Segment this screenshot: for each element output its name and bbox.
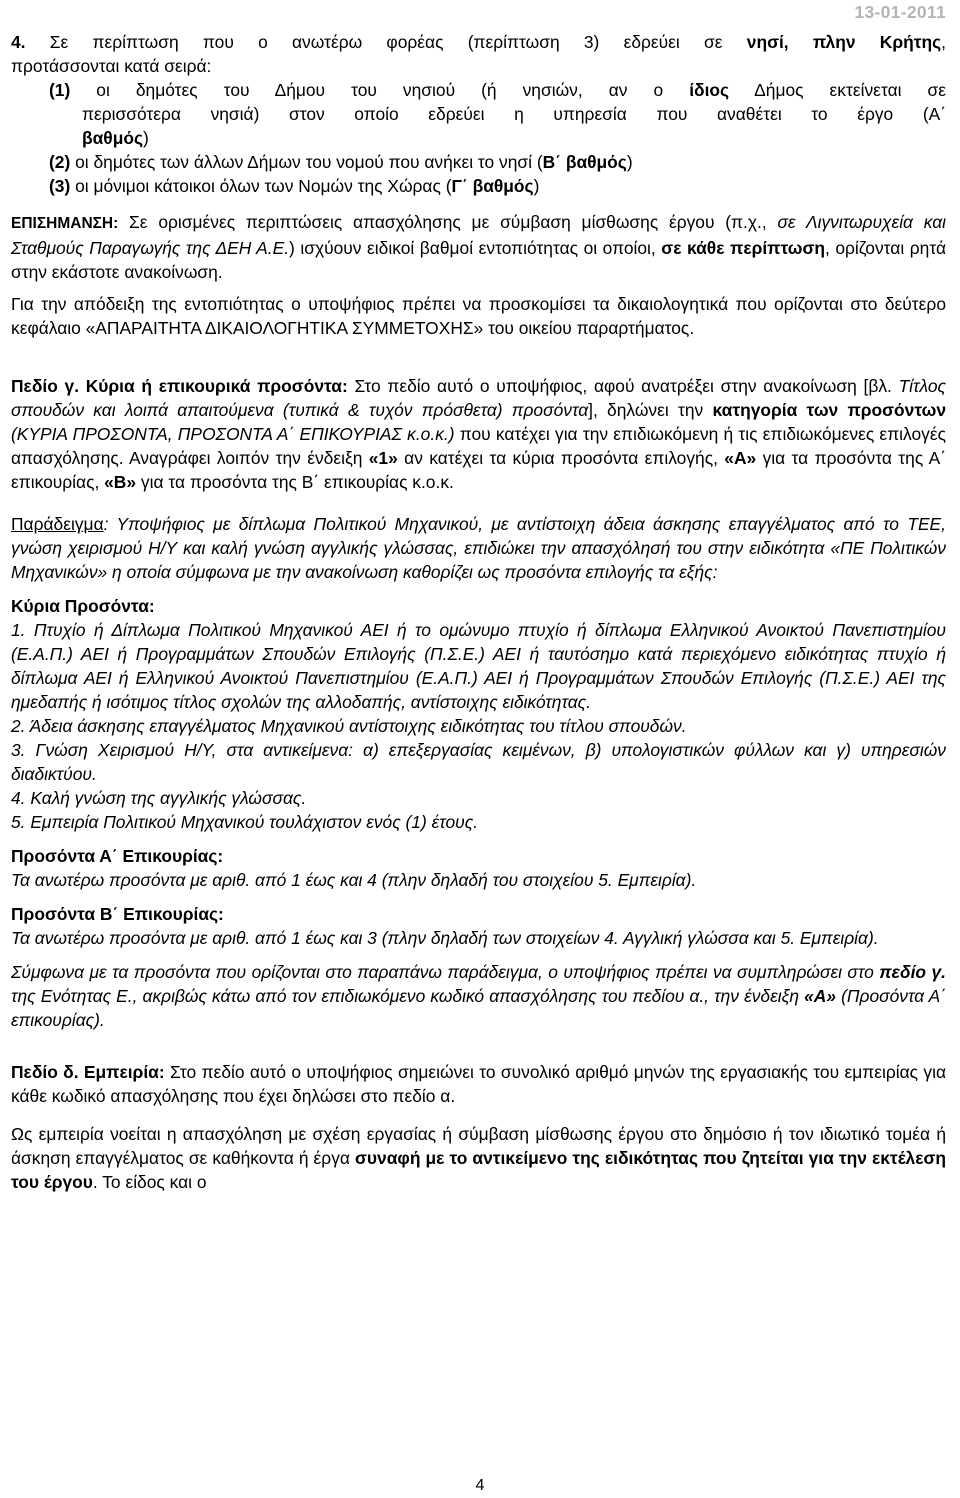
list-item-1-cont: περισσότερα νησιά) στον οποίο εδρεύει η υπηρεσία που αναθέτει το έργο (Α΄ — [82, 104, 946, 124]
list-item-3: (3) οι μόνιμοι κάτοικοι όλων των Νομών της Χώρας (Γ΄ βαθμός) — [49, 176, 540, 196]
aux-a-heading: Προσόντα Α΄ Επικουρίας: — [11, 846, 224, 866]
aux-b-heading: Προσόντα Β΄ Επικουρίας: — [11, 904, 224, 924]
aux-b-text: Τα ανωτέρω προσόντα με αριθ. από 1 έως και 3 (πλην δηλαδή των στοιχείων 4. Αγγλική γλώσσα και 5. Εμπειρία). — [11, 928, 879, 948]
section-4-paragraph: 4. Σε περίπτωση που ο ανωτέρω φορέας (περίπτωση 3) εδρεύει σε νησί, πλην Κρήτης, — [11, 32, 946, 52]
field-c-paragraph: Πεδίο γ. Κύρια ή επικουρικά προσόντα: Στο πεδίο αυτό ο υποψήφιος, αφού ανατρέξει στην ανακοίνωση [βλ. Τίτλος σπουδών και λοιπά απαιτούμενα (τυπικά & τυχόν πρόσθετα) προσόντα], δηλώνει την κατηγορία των προσόντων (ΚΥΡΙΑ ΠΡΟΣΟΝΤΑ, ΠΡΟΣΟΝΤΑ Α΄ ΕΠΙΚΟΥΡΙΑΣ κ.ο.κ.) που κατέχει για την επιδιωκόμενη ή τις επιδιωκόμενες επιλογές απασχόλησης. Αναγράφει λοιπόν την ένδειξη «1» αν κατέχει τα κύρια προσόντα επιλογής, «Α» για τα προσόντα της Α΄ επικουρίας, «Β» για τα προσόντα της Β΄ επικουρίας κ.ο.κ. — [11, 376, 946, 492]
qualification-item-5: 5. Εμπειρία Πολιτικού Μηχανικού τουλάχιστον ενός (1) έτους. — [11, 812, 478, 832]
qualification-item-3: 3. Γνώση Χειρισμού Η/Υ, στα αντικείμενα: α) επεξεργασίας κειμένων, β) υπολογιστικών φύλλων και γ) υπηρεσιών διαδικτύου. — [11, 740, 946, 784]
list-item-1: (1) οι δημότες του Δήμου του νησιού (ή νησιών, αν ο ίδιος Δήμος εκτείνεται σε — [49, 80, 946, 100]
example-conclusion: Σύμφωνα με τα προσόντα που ορίζονται στο παραπάνω παράδειγμα, ο υποψήφιος πρέπει να συμπληρώσει στο πεδίο γ. της Ενότητας Ε., ακριβώς κάτω από τον επιδιωκόμενο κωδικό απασχόλησης του πεδίου α., την ένδειξη «Α» (Προσόντα Α΄ επικουρίας). — [11, 962, 947, 1030]
aux-a-text: Τα ανωτέρω προσόντα με αριθ. από 1 έως και 4 (πλην δηλαδή του στοιχείου 5. Εμπειρία). — [11, 870, 697, 890]
qualification-item-2: 2. Άδεια άσκησης επαγγέλματος Μηχανικού αντίστοιχης ειδικότητας του τίτλου σπουδών. — [11, 716, 687, 736]
example-paragraph: Παράδειγμα: Υποψήφιος με δίπλωμα Πολιτικού Μηχανικού, με αντίστοιχη άδεια άσκησης επαγγέλματος από το ΤΕΕ, γνώση χειρισμού Η/Υ και καλή γνώση αγγλικής γλώσσας, επιδιώκει την απασχόλησή του στην ειδικότητα «ΠΕ Πολιτικών Μηχανικών» η οποία σύμφωνα με την ανακοίνωση καθορίζει ως προσόντα επιλογής τα εξής: — [11, 514, 946, 582]
proof-paragraph: Για την απόδειξη της εντοπιότητας ο υποψήφιος πρέπει να προσκομίσει τα δικαιολογητικά που ορίζονται στο δεύτερο κεφάλαιο «ΑΠΑΡΑΙΤΗΤΑ ΔΙΚΑΙΟΛΟΓΗΤΙΚΑ ΣΥΜΜΕΤΟΧΗΣ» του οικείου παραρτήματος. — [11, 294, 946, 338]
list-item-1-cont2: βαθμός) — [82, 128, 149, 148]
section-number: 4. — [11, 32, 26, 52]
field-d-paragraph: Πεδίο δ. Εμπειρία: Στο πεδίο αυτό ο υποψήφιος σημειώνει το συνολικό αριθμό μηνών της εργασιακής του εμπειρίας για κάθε κωδικό απασχόλησης που έχει δηλώσει στο πεδίο α. — [11, 1062, 946, 1106]
section-4-line2: προτάσσονται κατά σειρά: — [11, 56, 212, 76]
document-body — [11, 30, 946, 1194]
note-paragraph: ΕΠΙΣΗΜΑΝΣΗ: Σε ορισμένες περιπτώσεις απασχόλησης με σύμβαση μίσθωσης έργου (π.χ., σε Λιγνιτωρυχεία και Σταθμούς Παραγωγής της ΔΕΗ Α.Ε.) ισχύουν ειδικοί βαθμοί εντοπιότητας οι οποίοι, σε κάθε περίπτωση, ορίζονται ρητά στην εκάστοτε ανακοίνωση. — [11, 212, 946, 282]
experience-definition: Ως εμπειρία νοείται η απασχόληση με σχέση εργασίας ή σύμβαση μίσθωσης έργου στο δημόσιο ή τον ιδιωτικό τομέα ή άσκηση επαγγέλματος σε καθήκοντα ή έργα συναφή με το αντικείμενο της ειδικότητας που ζητείται για την εκτέλεση του έργου. Το είδος και ο — [11, 1124, 946, 1192]
list-item-2: (2) οι δημότες των άλλων Δήμων του νομού που ανήκει το νησί (Β΄ βαθμός) — [49, 152, 633, 172]
main-qualifications-heading: Κύρια Προσόντα: — [11, 596, 155, 616]
page-number: 4 — [475, 1477, 485, 1494]
qualification-item-1: 1. Πτυχίο ή Δίπλωμα Πολιτικού Μηχανικού ΑΕΙ ή το ομώνυμο πτυχίο ή δίπλωμα Ελληνικού Ανοικτού Πανεπιστημίου (Ε.Α.Π.) ΑΕΙ ή Προγραμμάτων Σπουδών Επιλογής (Π.Σ.Ε.) ΑΕΙ ή ταυτόσημο κατά περιεχόμενο ειδικότητας πτυχίο ή δίπλωμα ΑΕΙ ή Ελληνικού Ανοικτού Πανεπιστημίου (Ε.Α.Π.) ΑΕΙ ή Προγραμμάτων Σπουδών Επιλογής (Π.Σ.Ε.) ΑΕΙ της ημεδαπής ή ισότιμος τίτλος σχολών της αλλοδαπής, αντίστοιχης ειδικότητας. — [11, 620, 946, 712]
page-date: 13-01-2011 — [854, 2, 946, 22]
qualification-item-4: 4. Καλή γνώση της αγγλικής γλώσσας. — [11, 788, 307, 808]
